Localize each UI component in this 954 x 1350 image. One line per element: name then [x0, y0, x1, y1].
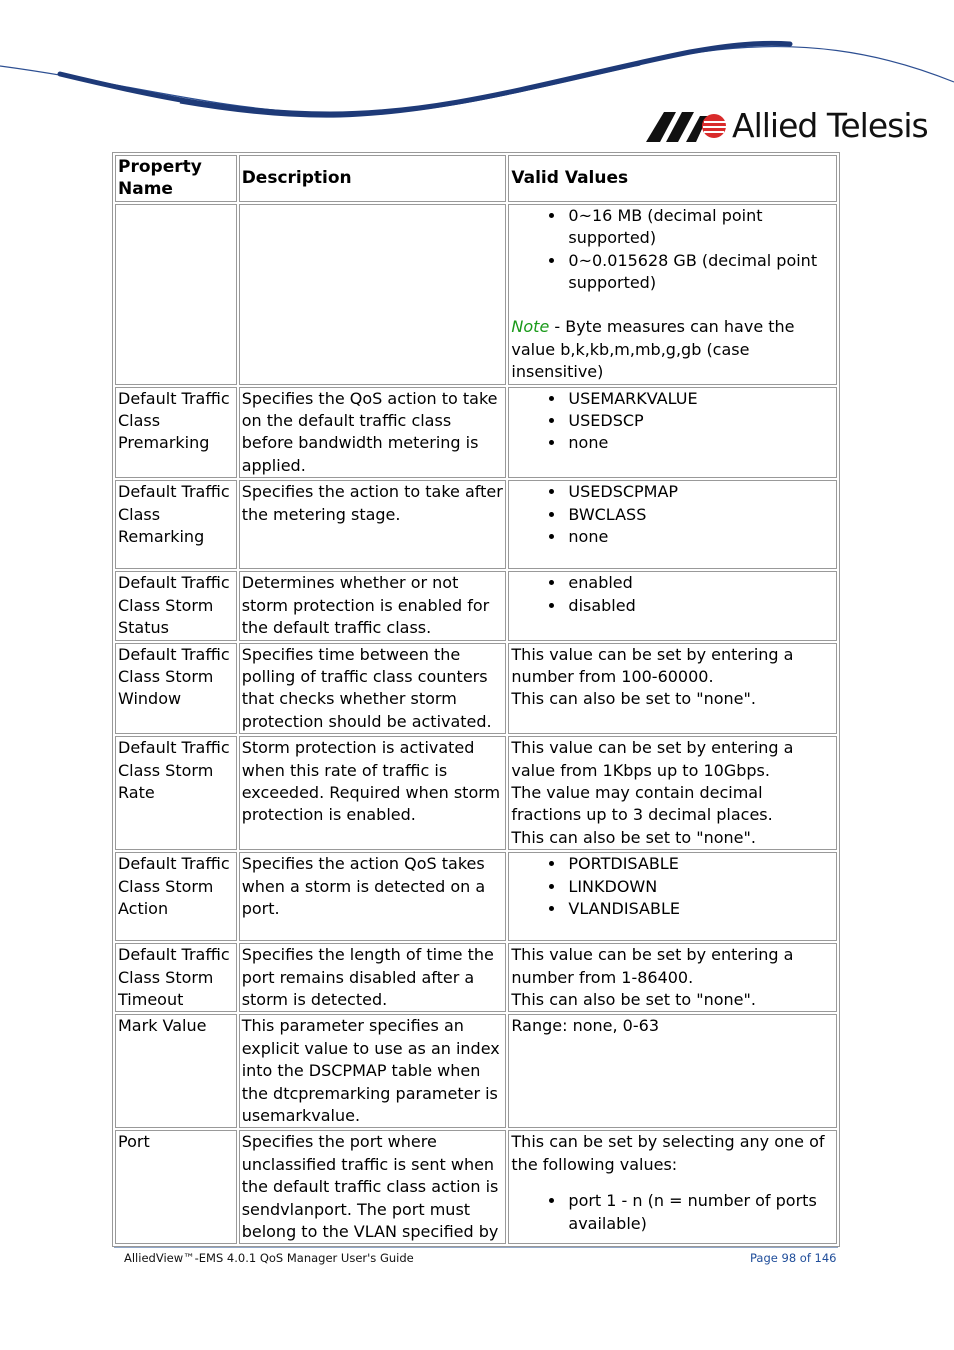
description-cell: Determines whether or not storm protection is enabled for the default traffic class.: [239, 571, 507, 640]
valid-values-cell: [508, 643, 837, 735]
list-item: • PORTDISABLE: [566, 853, 834, 875]
list-item: • USEDSCPMAP: [566, 481, 834, 503]
table-header-row: [115, 155, 837, 202]
allied-telesis-logo: [646, 104, 928, 150]
property-name-cell: Default Traffic Class Remarking: [115, 480, 237, 569]
value-line: This can also be set to "none".: [511, 989, 756, 1009]
footer-document-title: AlliedView™-EMS 4.0.1 QoS Manager User's Guide: [124, 1251, 414, 1265]
table-row: [115, 852, 837, 941]
description-cell: Storm protection is activated when this rate of traffic is exceeded. Required when storm protection is enabled.: [239, 736, 507, 850]
property-name-cell: [115, 204, 237, 385]
property-name-cell: Port: [115, 1130, 237, 1244]
value-line: This value can be set by entering a value from 1Kbps up to 10Gbps.: [511, 738, 794, 780]
list-item: • 0~16 MB (decimal point supported): [566, 205, 834, 250]
valid-values-cell: [508, 480, 837, 569]
table-row: [115, 387, 837, 479]
table-row: [115, 1014, 837, 1128]
description-cell: Specifies the action QoS takes when a storm is detected on a port.: [239, 852, 507, 941]
note-text: - Byte measures can have the value b,k,kb,m,mb,g,gb (case insensitive): [511, 317, 795, 382]
value-line: The value may contain decimal fractions up to 3 decimal places.: [511, 782, 773, 825]
header-property-name: Property Name: [115, 155, 237, 202]
header-description: Description: [239, 155, 507, 202]
table-row: [115, 643, 837, 735]
list-item: • USEMARKVALUE: [566, 388, 834, 410]
footer-page-number: Page 98 of 146: [750, 1251, 837, 1265]
property-name-cell: Default Traffic Class Storm Rate: [115, 736, 237, 850]
description-cell: This parameter specifies an explicit value to use as an index into the DSCPMAP table when the dtcpremarking parameter is usemarkvalue.: [239, 1014, 507, 1128]
table-row: [115, 736, 837, 850]
list-item: • disabled: [566, 595, 834, 617]
list-item: • none: [566, 526, 834, 548]
list-item: • enabled: [566, 572, 834, 594]
table-row: [115, 943, 837, 1012]
note-label: Note: [511, 317, 550, 337]
description-cell: Specifies the port where unclassified traffic is sent when the default traffic class action is sendvlanport. The port must belong to the VLAN specified by: [239, 1130, 507, 1244]
list-item: • VLANDISABLE: [566, 898, 834, 920]
valid-values-cell: [508, 204, 837, 385]
table-row: [115, 204, 837, 385]
value-line: This can also be set to "none".: [511, 827, 756, 847]
description-cell: Specifies the length of time the port remains disabled after a storm is detected.: [239, 943, 507, 1012]
property-name-cell: Default Traffic Class Storm Status: [115, 571, 237, 640]
logo-wordmark: Allied Telesis: [732, 106, 928, 145]
allied-telesis-logo-mark: [646, 112, 728, 142]
valid-values-cell: [508, 1014, 837, 1128]
properties-table: [112, 152, 840, 1247]
value-line: This can also be set to "none".: [511, 689, 756, 709]
list-item: • USEDSCP: [566, 410, 834, 432]
valid-values-cell: [508, 1130, 837, 1244]
property-name-cell: Mark Value: [115, 1014, 237, 1128]
table-row: [115, 480, 837, 569]
property-name-cell: Default Traffic Class Storm Timeout: [115, 943, 237, 1012]
valid-values-cell: [508, 387, 837, 479]
table-row: [115, 571, 837, 640]
list-item: • BWCLASS: [566, 504, 834, 526]
list-item: • 0~0.015628 GB (decimal point supported): [566, 250, 834, 295]
value-line: This value can be set by entering a number from 1-86400.: [511, 945, 794, 987]
valid-values-cell: [508, 852, 837, 941]
property-name-cell: Default Traffic Class Storm Window: [115, 643, 237, 735]
list-item: • none: [566, 432, 834, 454]
description-cell: Specifies the QoS action to take on the default traffic class before bandwidth metering is applied.: [239, 387, 507, 479]
valid-values-cell: [508, 943, 837, 1012]
description-cell: [239, 204, 507, 385]
value-line: Range: none, 0-63: [511, 1016, 659, 1036]
value-intro: This can be set by selecting any one of the following values:: [511, 1132, 825, 1174]
header-valid-values: Valid Values: [508, 155, 837, 202]
list-item: • port 1 - n (n = number of ports available): [566, 1190, 834, 1235]
value-line: This value can be set by entering a number from 100-60000.: [511, 644, 794, 686]
note-paragraph: [511, 316, 834, 383]
footer-divider: [114, 1247, 838, 1248]
valid-values-cell: [508, 571, 837, 640]
property-name-cell: Default Traffic Class Storm Action: [115, 852, 237, 941]
description-cell: Specifies the action to take after the metering stage.: [239, 480, 507, 569]
list-item: • LINKDOWN: [566, 876, 834, 898]
valid-values-cell: [508, 736, 837, 850]
table-row: [115, 1130, 837, 1244]
property-name-cell: Default Traffic Class Premarking: [115, 387, 237, 479]
description-cell: Specifies time between the polling of traffic class counters that checks whether storm protection should be activated.: [239, 643, 507, 735]
